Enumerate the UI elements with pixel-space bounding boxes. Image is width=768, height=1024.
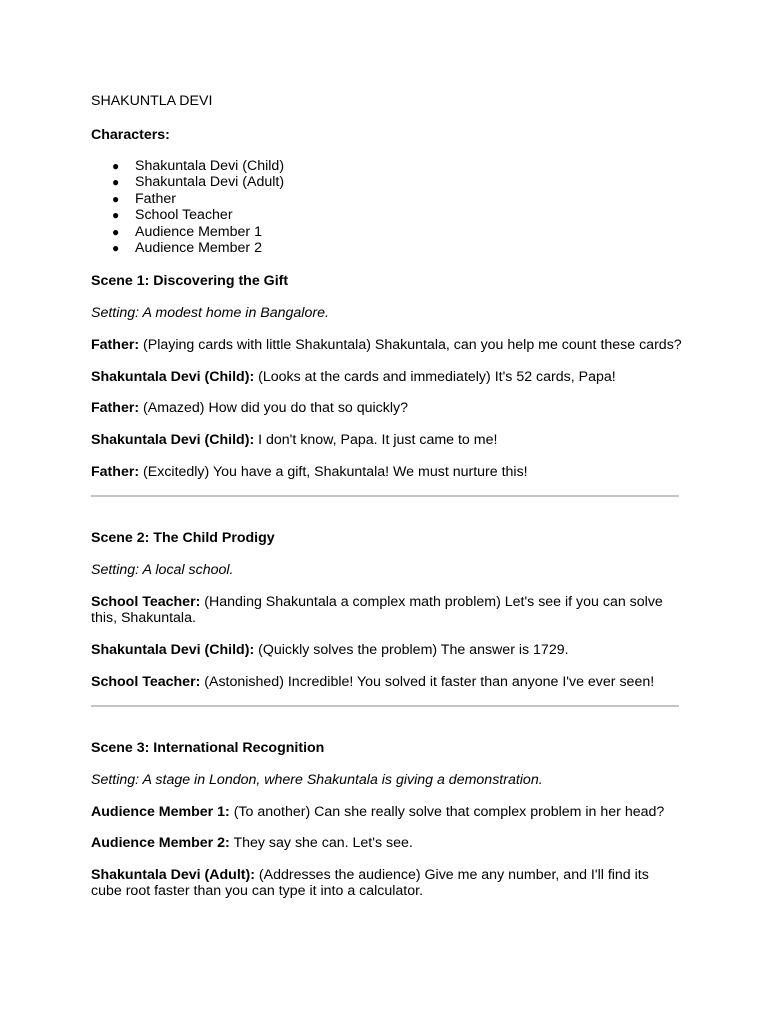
speaker-name: Father: [91, 400, 140, 416]
scene-2-heading-text: Scene 2: The Child Prodigy [91, 530, 275, 546]
scene-divider [91, 495, 679, 497]
list-item [91, 224, 284, 240]
dialogue-line [91, 337, 682, 353]
speaker-name: Shakuntala Devi (Adult): [91, 867, 255, 883]
scene-2-setting: Setting: A local school. [91, 562, 234, 578]
characters-heading [91, 127, 170, 143]
scene-divider [91, 705, 679, 707]
character-name: Audience Member 1 [135, 223, 262, 240]
speaker-name: School Teacher: [91, 594, 201, 610]
speaker-name: Audience Member 2: [91, 835, 230, 851]
character-name: Shakuntala Devi (Adult) [135, 174, 285, 191]
scene-3-setting: Setting: A stage in London, where Shakuntala is giving a demonstration. [91, 772, 543, 788]
list-item [91, 191, 284, 207]
speaker-name: Audience Member 1: [91, 804, 230, 820]
character-name: Shakuntala Devi (Child) [135, 158, 285, 174]
bullet-icon: ● [112, 159, 120, 173]
dialogue-text: (Looks at the cards and immediately) It's 52 cards, Papa! [254, 369, 616, 385]
list-item [91, 207, 284, 223]
characters-list [91, 158, 284, 256]
speaker-name: Shakuntala Devi (Child): [91, 369, 255, 385]
dialogue-text: (Quickly solves the problem) The answer is 1729. [254, 642, 569, 658]
list-item [91, 174, 284, 190]
character-name: Father [135, 190, 177, 207]
dialogue-line [91, 594, 681, 626]
bullet-icon: ● [112, 240, 120, 255]
scene-2-heading [91, 530, 275, 546]
dialogue-text: They say she can. Let's see. [229, 835, 413, 851]
document-title: SHAKUNTLA DEVI [91, 93, 213, 109]
dialogue-text: (Playing cards with little Shakuntala) Shakuntala, can you help me count these cards? [139, 337, 682, 353]
dialogue-line [91, 674, 654, 690]
bullet-icon: ● [112, 175, 120, 190]
dialogue-line [91, 464, 528, 480]
dialogue-line [91, 835, 413, 851]
dialogue-line [91, 400, 408, 416]
dialogue-text: (To another) Can she really solve that complex problem in her head? [229, 804, 665, 820]
scene-1-setting: Setting: A modest home in Bangalore. [91, 305, 329, 321]
dialogue-line [91, 804, 664, 820]
scene-1-heading [91, 273, 288, 289]
dialogue-text: (Excitedly) You have a gift, Shakuntala! We must nurture this! [139, 464, 528, 480]
dialogue-line [91, 432, 497, 448]
speaker-name: Shakuntala Devi (Child): [91, 432, 255, 448]
speaker-name: School Teacher: [91, 674, 201, 690]
speaker-name: Father: [91, 464, 140, 480]
character-name: School Teacher [135, 207, 233, 224]
bullet-icon: ● [112, 191, 120, 206]
bullet-icon: ● [112, 208, 120, 223]
speaker-name: Shakuntala Devi (Child): [91, 642, 255, 658]
speaker-name: Father: [91, 337, 140, 353]
bullet-icon: ● [112, 224, 120, 239]
characters-heading-text: Characters: [91, 127, 170, 143]
dialogue-text: (Astonished) Incredible! You solved it faster than anyone I've ever seen! [200, 674, 655, 690]
dialogue-text: (Handing Shakuntala a complex math problem) Let's see if you can solve this, Shakuntala. [91, 594, 663, 626]
dialogue-line [91, 867, 681, 899]
scene-3-heading-text: Scene 3: International Recognition [91, 740, 325, 756]
dialogue-line [91, 369, 616, 385]
dialogue-text: I don't know, Papa. It just came to me! [254, 432, 498, 448]
dialogue-line [91, 642, 569, 658]
dialogue-text: (Amazed) How did you do that so quickly? [139, 400, 408, 416]
character-name: Audience Member 2 [135, 239, 262, 256]
list-item [91, 240, 284, 256]
scene-3-heading [91, 740, 324, 756]
list-item [91, 158, 284, 174]
scene-1-heading-text: Scene 1: Discovering the Gift [91, 273, 289, 289]
dialogue-text: (Addresses the audience) Give me any number, and I'll find its cube root faster than you can type it into a calculator. [91, 867, 649, 899]
